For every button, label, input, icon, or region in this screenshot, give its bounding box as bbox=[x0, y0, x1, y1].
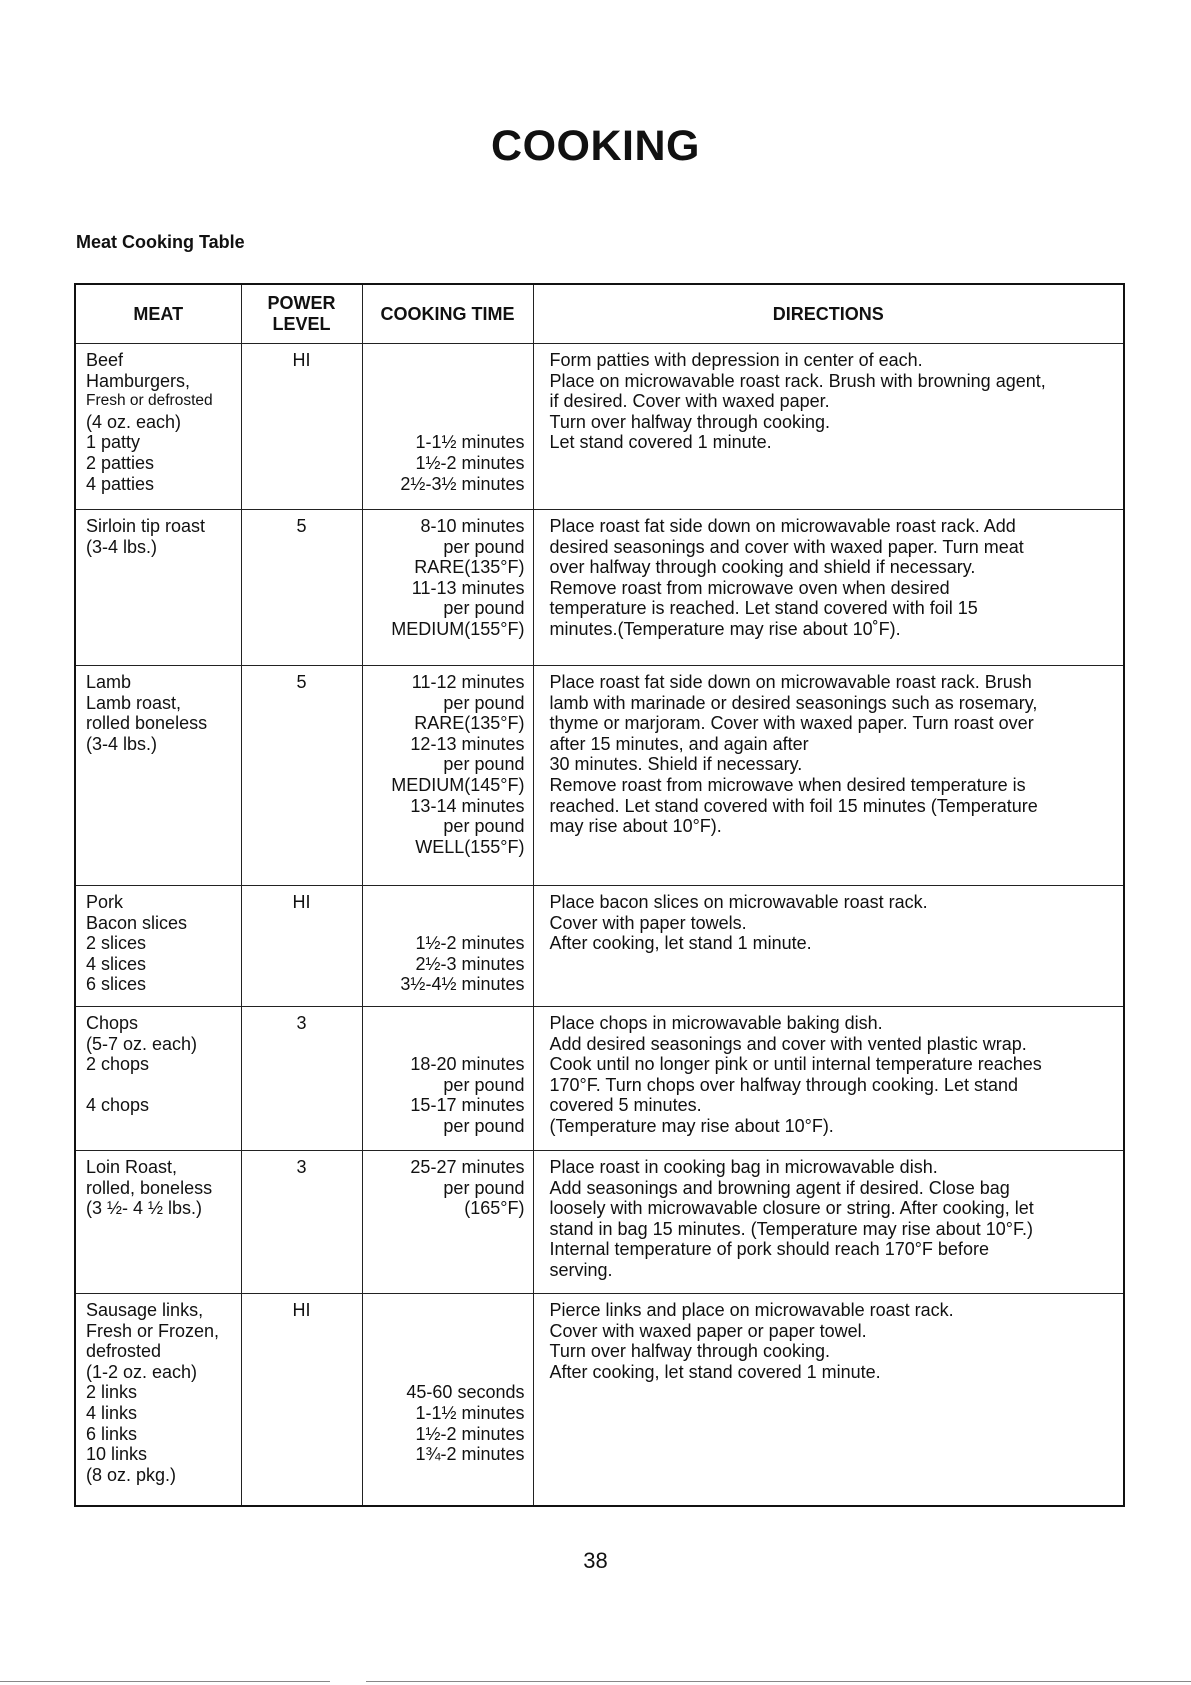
header-power-level bbox=[241, 284, 362, 344]
power-level-cell-value: 3 bbox=[296, 1013, 307, 1033]
table-row bbox=[75, 344, 1124, 510]
table-row bbox=[75, 886, 1124, 1007]
power-level-cell-value: 3 bbox=[296, 1157, 307, 1177]
meat-cell-line bbox=[86, 1075, 241, 1096]
table-row bbox=[75, 510, 1124, 666]
directions-cell-line: Place bacon slices on microwavable roast rack. bbox=[549, 892, 928, 912]
directions-cell-line: Add desired seasonings and cover with vented plastic wrap. bbox=[549, 1033, 1027, 1054]
cooking-time-cell-line: RARE(135°F) bbox=[414, 713, 525, 734]
cooking-time-cell-line: 15-17 minutes bbox=[410, 1095, 525, 1116]
directions-cell bbox=[533, 510, 1124, 666]
meat-cell-line: (3-4 lbs.) bbox=[86, 733, 158, 754]
meat-cell bbox=[75, 510, 241, 666]
directions-cell bbox=[533, 1007, 1124, 1151]
cooking-time-cell-line: 1½-2 minutes bbox=[415, 933, 525, 954]
meat-cell-line: 1 patty bbox=[86, 432, 141, 453]
meat-cell bbox=[75, 344, 241, 510]
cooking-time-cell-line: per pound bbox=[443, 598, 525, 619]
directions-cell-line: lamb with marinade or desired seasonings such as rosemary, bbox=[549, 692, 1038, 713]
meat-cell-line: (1-2 oz. each) bbox=[86, 1361, 198, 1382]
cooking-time-cell-line bbox=[363, 1341, 525, 1362]
directions-cell-line: over halfway through cooking and shield if necessary. bbox=[549, 557, 976, 578]
cooking-time-cell-line bbox=[363, 412, 525, 433]
meat-cell-line: 2 slices bbox=[86, 933, 147, 954]
meat-cell-line: 2 chops bbox=[86, 1054, 150, 1075]
cooking-time-cell-line: 1½-2 minutes bbox=[415, 1423, 525, 1444]
directions-cell-line: minutes.(Temperature may rise about 10˚F). bbox=[549, 618, 901, 639]
directions-cell-line: Let stand covered 1 minute. bbox=[549, 432, 772, 453]
table-body bbox=[75, 344, 1124, 1506]
directions-cell-line: stand in bag 15 minutes. (Temperature may rise about 10°F.) bbox=[549, 1218, 1033, 1239]
directions-cell-line: Cover with waxed paper or paper towel. bbox=[549, 1320, 867, 1341]
cooking-time-cell-line: 1¾-2 minutes bbox=[415, 1444, 525, 1465]
directions-cell-line: loosely with microwavable closure or string. After cooking, let bbox=[549, 1198, 1034, 1219]
cooking-time-cell-line: 13-14 minutes bbox=[410, 795, 525, 816]
directions-cell-line: Add seasonings and browning agent if desired. Close bag bbox=[549, 1177, 1010, 1198]
cooking-time-cell-line: 1½-2 minutes bbox=[415, 452, 525, 473]
cooking-time-cell-line: MEDIUM(145°F) bbox=[391, 774, 525, 795]
table-header-row bbox=[75, 284, 1124, 344]
meat-cell-line: rolled, boneless bbox=[86, 1177, 213, 1198]
cooking-time-cell-line: per pound bbox=[443, 536, 525, 557]
meat-cell-line: Lamb bbox=[86, 672, 132, 692]
cooking-time-cell-line: 1-1½ minutes bbox=[415, 432, 525, 453]
cooking-time-cell-line: per pound bbox=[443, 1115, 525, 1136]
directions-cell-line: covered 5 minutes. bbox=[549, 1095, 702, 1116]
directions-cell-line: reached. Let stand covered with foil 15 minutes (Temperature bbox=[549, 795, 1038, 816]
directions-cell-line: desired seasonings and cover with waxed paper. Turn meat bbox=[549, 536, 1024, 557]
cooking-time-cell bbox=[362, 886, 533, 1007]
directions-cell bbox=[533, 1151, 1124, 1294]
cooking-time-cell bbox=[362, 1151, 533, 1294]
cooking-time-cell-line: 11-13 minutes bbox=[411, 577, 525, 598]
directions-cell-line: Pierce links and place on microwavable roast rack. bbox=[549, 1300, 954, 1320]
cooking-time-cell-line bbox=[363, 371, 525, 392]
directions-cell bbox=[533, 344, 1124, 510]
cooking-time-cell-line bbox=[363, 1465, 525, 1486]
cooking-time-cell-line: per pound bbox=[443, 1177, 525, 1198]
power-level-cell bbox=[241, 510, 362, 666]
cooking-time-cell-line: per pound bbox=[443, 1074, 525, 1095]
cooking-time-cell bbox=[362, 344, 533, 510]
meat-cell bbox=[75, 1007, 241, 1151]
meat-cell-line: defrosted bbox=[86, 1341, 162, 1362]
meat-cell-line: 4 chops bbox=[86, 1095, 150, 1116]
header-directions: DIRECTIONS bbox=[533, 284, 1124, 344]
directions-cell-line: 30 minutes. Shield if necessary. bbox=[549, 754, 803, 775]
meat-cell-line: 2 links bbox=[86, 1382, 138, 1403]
directions-cell-line: temperature is reached. Let stand covered with foil 15 bbox=[549, 598, 978, 619]
meat-cell-line: Chops bbox=[86, 1013, 139, 1033]
directions-cell-line: Turn over halfway through cooking. bbox=[549, 1341, 830, 1362]
directions-cell-line: Place roast fat side down on microwavable roast rack. Brush bbox=[549, 672, 1032, 692]
directions-cell-line: Internal temperature of pork should reach 170°F before bbox=[549, 1239, 989, 1260]
directions-cell-line: may rise about 10°F). bbox=[549, 816, 722, 837]
cooking-time-cell-line bbox=[363, 1013, 525, 1034]
table-row bbox=[75, 1294, 1124, 1506]
directions-cell bbox=[533, 886, 1124, 1007]
cooking-time-cell-line bbox=[363, 1300, 525, 1321]
table-row bbox=[75, 1151, 1124, 1294]
meat-cell-line: (3-4 lbs.) bbox=[86, 536, 158, 557]
directions-cell-line: after 15 minutes, and again after bbox=[549, 733, 809, 754]
cooking-time-cell-line: per pound bbox=[443, 816, 525, 837]
directions-cell-line: Turn over halfway through cooking. bbox=[549, 411, 830, 432]
meat-cell-line: Pork bbox=[86, 892, 124, 912]
meat-cell-line: 6 slices bbox=[86, 974, 147, 995]
directions-cell-line: After cooking, let stand 1 minute. bbox=[549, 933, 812, 954]
cooking-time-cell-line: 18-20 minutes bbox=[410, 1054, 525, 1075]
meat-cell-line: 4 links bbox=[86, 1402, 138, 1423]
meat-cell-line: (8 oz. pkg.) bbox=[86, 1464, 177, 1485]
cooking-time-cell-line: 2½-3 minutes bbox=[415, 953, 525, 974]
footer-divider bbox=[366, 1681, 1191, 1682]
cooking-time-cell-line: 8-10 minutes bbox=[420, 516, 525, 536]
meat-cooking-table bbox=[74, 283, 1125, 1507]
header-meat: MEAT bbox=[75, 284, 241, 344]
header-power-line2: LEVEL bbox=[272, 314, 331, 334]
cooking-time-cell-line: RARE(135°F) bbox=[414, 557, 525, 578]
page-title: COOKING bbox=[491, 122, 700, 170]
power-level-cell bbox=[241, 666, 362, 886]
cooking-time-cell-line: per pound bbox=[443, 692, 525, 713]
cooking-time-cell-line: WELL(155°F) bbox=[415, 836, 525, 857]
cooking-time-cell-line bbox=[363, 892, 525, 913]
directions-cell-line: Cook until no longer pink or until internal temperature reaches bbox=[549, 1054, 1042, 1075]
cooking-time-cell-line: 25-27 minutes bbox=[410, 1157, 525, 1177]
power-level-cell-value: 5 bbox=[296, 516, 307, 536]
cooking-time-cell bbox=[362, 1294, 533, 1506]
meat-cell-line: (4 oz. each) bbox=[86, 411, 182, 432]
meat-cell-line: Loin Roast, bbox=[86, 1157, 178, 1177]
directions-cell bbox=[533, 1294, 1124, 1506]
cooking-time-cell-line: per pound bbox=[443, 754, 525, 775]
directions-cell bbox=[533, 666, 1124, 886]
directions-cell-line: Place chops in microwavable baking dish. bbox=[549, 1013, 883, 1033]
directions-cell-line: 170°F. Turn chops over halfway through cooking. Let stand bbox=[549, 1074, 1018, 1095]
meat-cell-line: 2 patties bbox=[86, 452, 155, 473]
power-level-cell-value: 5 bbox=[296, 672, 307, 692]
cooking-time-cell bbox=[362, 510, 533, 666]
cooking-time-cell-line: (165°F) bbox=[464, 1198, 525, 1219]
meat-cell-line: rolled boneless bbox=[86, 713, 208, 734]
meat-cell-line: Beef bbox=[86, 350, 124, 370]
directions-cell-line: serving. bbox=[549, 1259, 613, 1280]
power-level-cell-value: HI bbox=[292, 350, 311, 370]
meat-cell bbox=[75, 1294, 241, 1506]
meat-cell-line: Fresh or Frozen, bbox=[86, 1320, 220, 1341]
power-level-cell-value: HI bbox=[292, 1300, 311, 1320]
directions-cell-line: Place roast fat side down on microwavable roast rack. Add bbox=[549, 516, 1016, 536]
directions-cell-line: thyme or marjoram. Cover with waxed paper. Turn roast over bbox=[549, 713, 1034, 734]
meat-cell-line: 6 links bbox=[86, 1423, 138, 1444]
cooking-time-cell-line bbox=[363, 913, 525, 934]
table-row bbox=[75, 666, 1124, 886]
power-level-cell bbox=[241, 886, 362, 1007]
directions-cell-line: After cooking, let stand covered 1 minute. bbox=[549, 1361, 881, 1382]
directions-cell-line: Place on microwavable roast rack. Brush with browning agent, bbox=[549, 370, 1046, 391]
meat-cell-line: 10 links bbox=[86, 1444, 148, 1465]
cooking-time-cell-line: 2½-3½ minutes bbox=[400, 473, 525, 494]
directions-cell-line: Place roast in cooking bag in microwavable dish. bbox=[549, 1157, 938, 1177]
table-title: Meat Cooking Table bbox=[76, 232, 245, 252]
page-number: 38 bbox=[583, 1548, 608, 1573]
directions-cell-line: Form patties with depression in center of each. bbox=[549, 350, 923, 370]
cooking-time-cell-line: 11-12 minutes bbox=[411, 672, 525, 692]
header-power-line1: POWER bbox=[267, 293, 336, 314]
power-level-cell-value: HI bbox=[292, 892, 311, 912]
cooking-time-cell-line bbox=[363, 350, 525, 371]
cooking-time-cell-line bbox=[363, 1362, 525, 1383]
directions-cell-line: Remove roast from microwave when desired temperature is bbox=[549, 774, 1026, 795]
cooking-time-cell-line: 3½-4½ minutes bbox=[400, 974, 525, 995]
cooking-time-cell-line bbox=[363, 1034, 525, 1055]
footer-divider bbox=[0, 1681, 330, 1682]
meat-cell bbox=[75, 666, 241, 886]
meat-cell-line: (3 ½- 4 ½ lbs.) bbox=[86, 1198, 203, 1219]
cooking-time-cell-line: 12-13 minutes bbox=[410, 733, 525, 754]
directions-cell-line: if desired. Cover with waxed paper. bbox=[549, 391, 830, 412]
cooking-time-cell bbox=[362, 666, 533, 886]
cooking-time-cell-line bbox=[363, 391, 525, 412]
power-level-cell bbox=[241, 1007, 362, 1151]
meat-cell-line: Sirloin tip roast bbox=[86, 516, 206, 536]
header-cooking-time: COOKING TIME bbox=[362, 284, 533, 344]
meat-cell bbox=[75, 1151, 241, 1294]
directions-cell-line: Remove roast from microwave oven when desired bbox=[549, 577, 950, 598]
table-row bbox=[75, 1007, 1124, 1151]
meat-cell-line: Fresh or defrosted bbox=[86, 392, 213, 410]
meat-cell-line: 4 patties bbox=[86, 473, 155, 494]
cooking-time-cell-line: MEDIUM(155°F) bbox=[391, 618, 525, 639]
power-level-cell bbox=[241, 1151, 362, 1294]
meat-cell-line: Sausage links, bbox=[86, 1300, 204, 1320]
cooking-time-cell bbox=[362, 1007, 533, 1151]
power-level-cell bbox=[241, 1294, 362, 1506]
power-level-cell bbox=[241, 344, 362, 510]
meat-cell-line: (5-7 oz. each) bbox=[86, 1033, 198, 1054]
cooking-time-cell-line: 1-1½ minutes bbox=[415, 1402, 525, 1423]
meat-cell-line: 4 slices bbox=[86, 953, 147, 974]
directions-cell-line: (Temperature may rise about 10°F). bbox=[549, 1115, 834, 1136]
cooking-time-cell-line bbox=[363, 1321, 525, 1342]
cooking-time-cell-line: 45-60 seconds bbox=[406, 1382, 525, 1403]
directions-cell-line: Cover with paper towels. bbox=[549, 912, 747, 933]
meat-cell-line: Hamburgers, bbox=[86, 370, 191, 391]
meat-cell-line: Bacon slices bbox=[86, 912, 188, 933]
meat-cell-line: Lamb roast, bbox=[86, 692, 182, 713]
meat-cell bbox=[75, 886, 241, 1007]
